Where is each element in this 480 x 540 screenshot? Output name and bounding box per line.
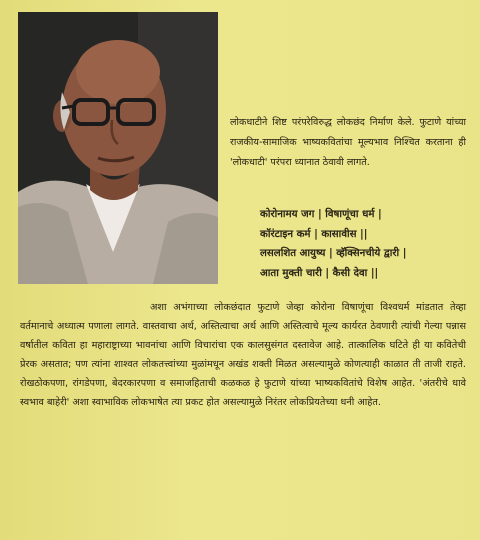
- body-paragraph: अशा अभंगाच्या लोकछंदात फुटाणे जेव्हा कोरोना विषाणूंचा विश्वधर्म मांडतात तेव्हा वर्तमानाचे अध्यात्म पणाला लागते. वास्तवाचा अर्थ, अस्तित्वाचा अर्थ आणि अस्तित्वाचे मूल्य कार्यरत ठेवणारी त्यांची गेल्या पन्नास वर्षातील कविता हा महाराष्ट्राच्या भावनांचा आणि विचारांचा एक कालसुसंगत दस्तावेज आहे. तात्कालिक घटिते ही या कवितेची प्रेरक असतात; पण त्यांना शाश्वत लोकतत्त्वांच्या मुळांमधून अखंड शक्ती मिळत असल्यामुळे कोणत्याही काळात ती ताजी राहते. रोखठोकपणा, रांगडेपणा, बेदरकारपणा व समाजहिताची कळकळ हे फुटाणे यांच्या भाष्यकवितांचे विशेष आहेत. 'अंतरीचे धावे स्वभाव बाहेरी' अशा स्वाभाविक लोकभाषेत त्या प्रकट होत असल्यामुळे निरंतर लोकप्रियतेच्या धनी आहेत.: [20, 302, 466, 409]
- portrait-photo: [18, 12, 218, 284]
- verse-line: कोरोनामय जग | विषाणूंचा धर्म |: [260, 209, 382, 220]
- intro-paragraph: लोकधाटीने शिष्ट परंपरेविरुद्ध लोकछंद निर्माण केले. फुटाणे यांच्या राजकीय-सामाजिक भाष्यकवितांचा मूल्यभाव निश्चित करताना ही 'लोकधाटी' परंपरा ध्यानात ठेवावी लागते.: [230, 117, 466, 168]
- verse-line: कॉरंटाइन कर्म | कासावीस ||: [260, 228, 368, 240]
- verse-line: लसलशित आयुष्य | व्हॅक्सिनचीये द्वारी |: [260, 248, 407, 259]
- verse-block: [260, 205, 460, 283]
- portrait-illustration: [18, 12, 218, 284]
- verse-line: आता मुक्ती चारी | कैसी देवा ||: [260, 267, 379, 279]
